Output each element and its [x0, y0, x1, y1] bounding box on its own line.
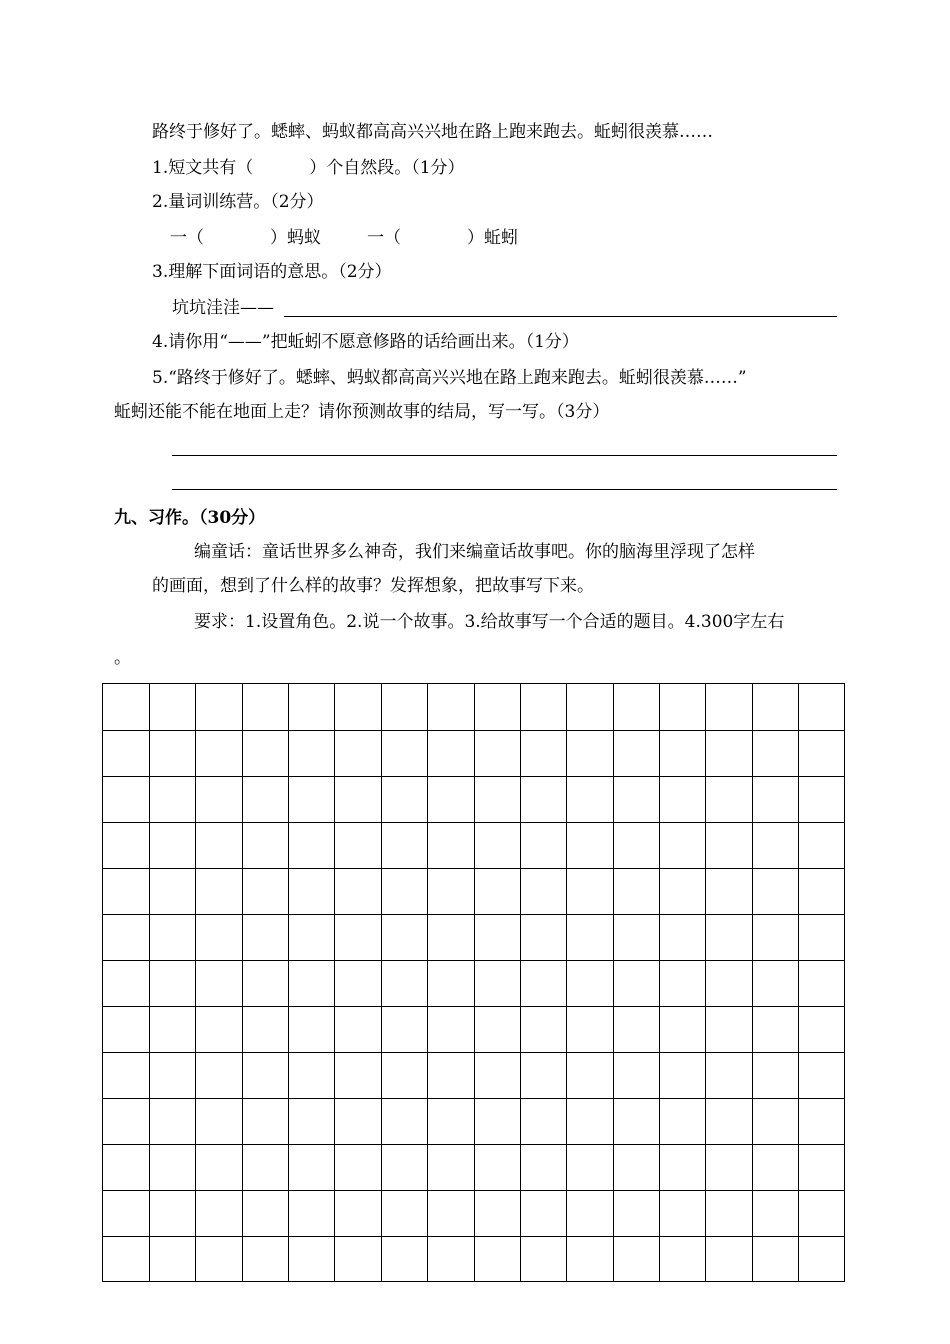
question-5-answer-line-1[interactable]	[172, 455, 837, 456]
section-9-prompt-line-1: 编童话：童话世界多么神奇，我们来编童话故事吧。你的脑海里浮现了怎样	[194, 542, 755, 562]
question-5-line-1: 5.“路终于修好了。蟋蟀、蚂蚁都高高兴兴地在路上跑来跑去。蚯蚓很羡慕……”	[152, 368, 747, 388]
passage-tail: 路终于修好了。蟋蟀、蚂蚁都高高兴兴地在路上跑来跑去。蚯蚓很羡慕……	[152, 122, 713, 142]
question-2-title: 2.量词训练营。（2分）	[152, 192, 324, 212]
section-9-prompt-line-2: 的画面，想到了什么样的故事？发挥想象，把故事写下来。	[152, 576, 594, 596]
question-1-after: ）个自然段。（1分）	[309, 158, 465, 178]
question-5-answer-line-2[interactable]	[172, 489, 837, 490]
section-9-requirements-line-2: 。	[114, 648, 131, 668]
question-3-term: 坑坑洼洼——	[172, 298, 274, 318]
question-1	[152, 156, 465, 180]
grid-border	[103, 684, 845, 1282]
question-3-title: 3.理解下面词语的意思。（2分）	[152, 262, 392, 282]
question-2-blanks	[170, 226, 518, 250]
question-1-before: 1.短文共有（	[152, 158, 254, 178]
measure-word-ant-before: 一（	[170, 228, 204, 248]
measure-word-earthworm-before: 一（	[367, 228, 401, 248]
question-4: 4.请你用“——”把蚯蚓不愿意修路的话给画出来。（1分）	[152, 332, 579, 352]
question-3-answer-line[interactable]	[284, 316, 837, 317]
measure-word-ant-after: ）蚂蚁	[270, 228, 321, 248]
section-9-requirements-line-1: 要求：1.设置角色。2.说一个故事。3.给故事写一个合适的题目。4.300字左右	[194, 612, 785, 632]
measure-word-earthworm-after: ）蚯蚓	[467, 228, 518, 248]
section-9-title: 九、习作。（30分）	[114, 508, 266, 528]
writing-grid[interactable]	[102, 683, 846, 1283]
question-5-line-2: 蚯蚓还能不能在地面上走？请你预测故事的结局，写一写。（3分）	[114, 402, 610, 422]
